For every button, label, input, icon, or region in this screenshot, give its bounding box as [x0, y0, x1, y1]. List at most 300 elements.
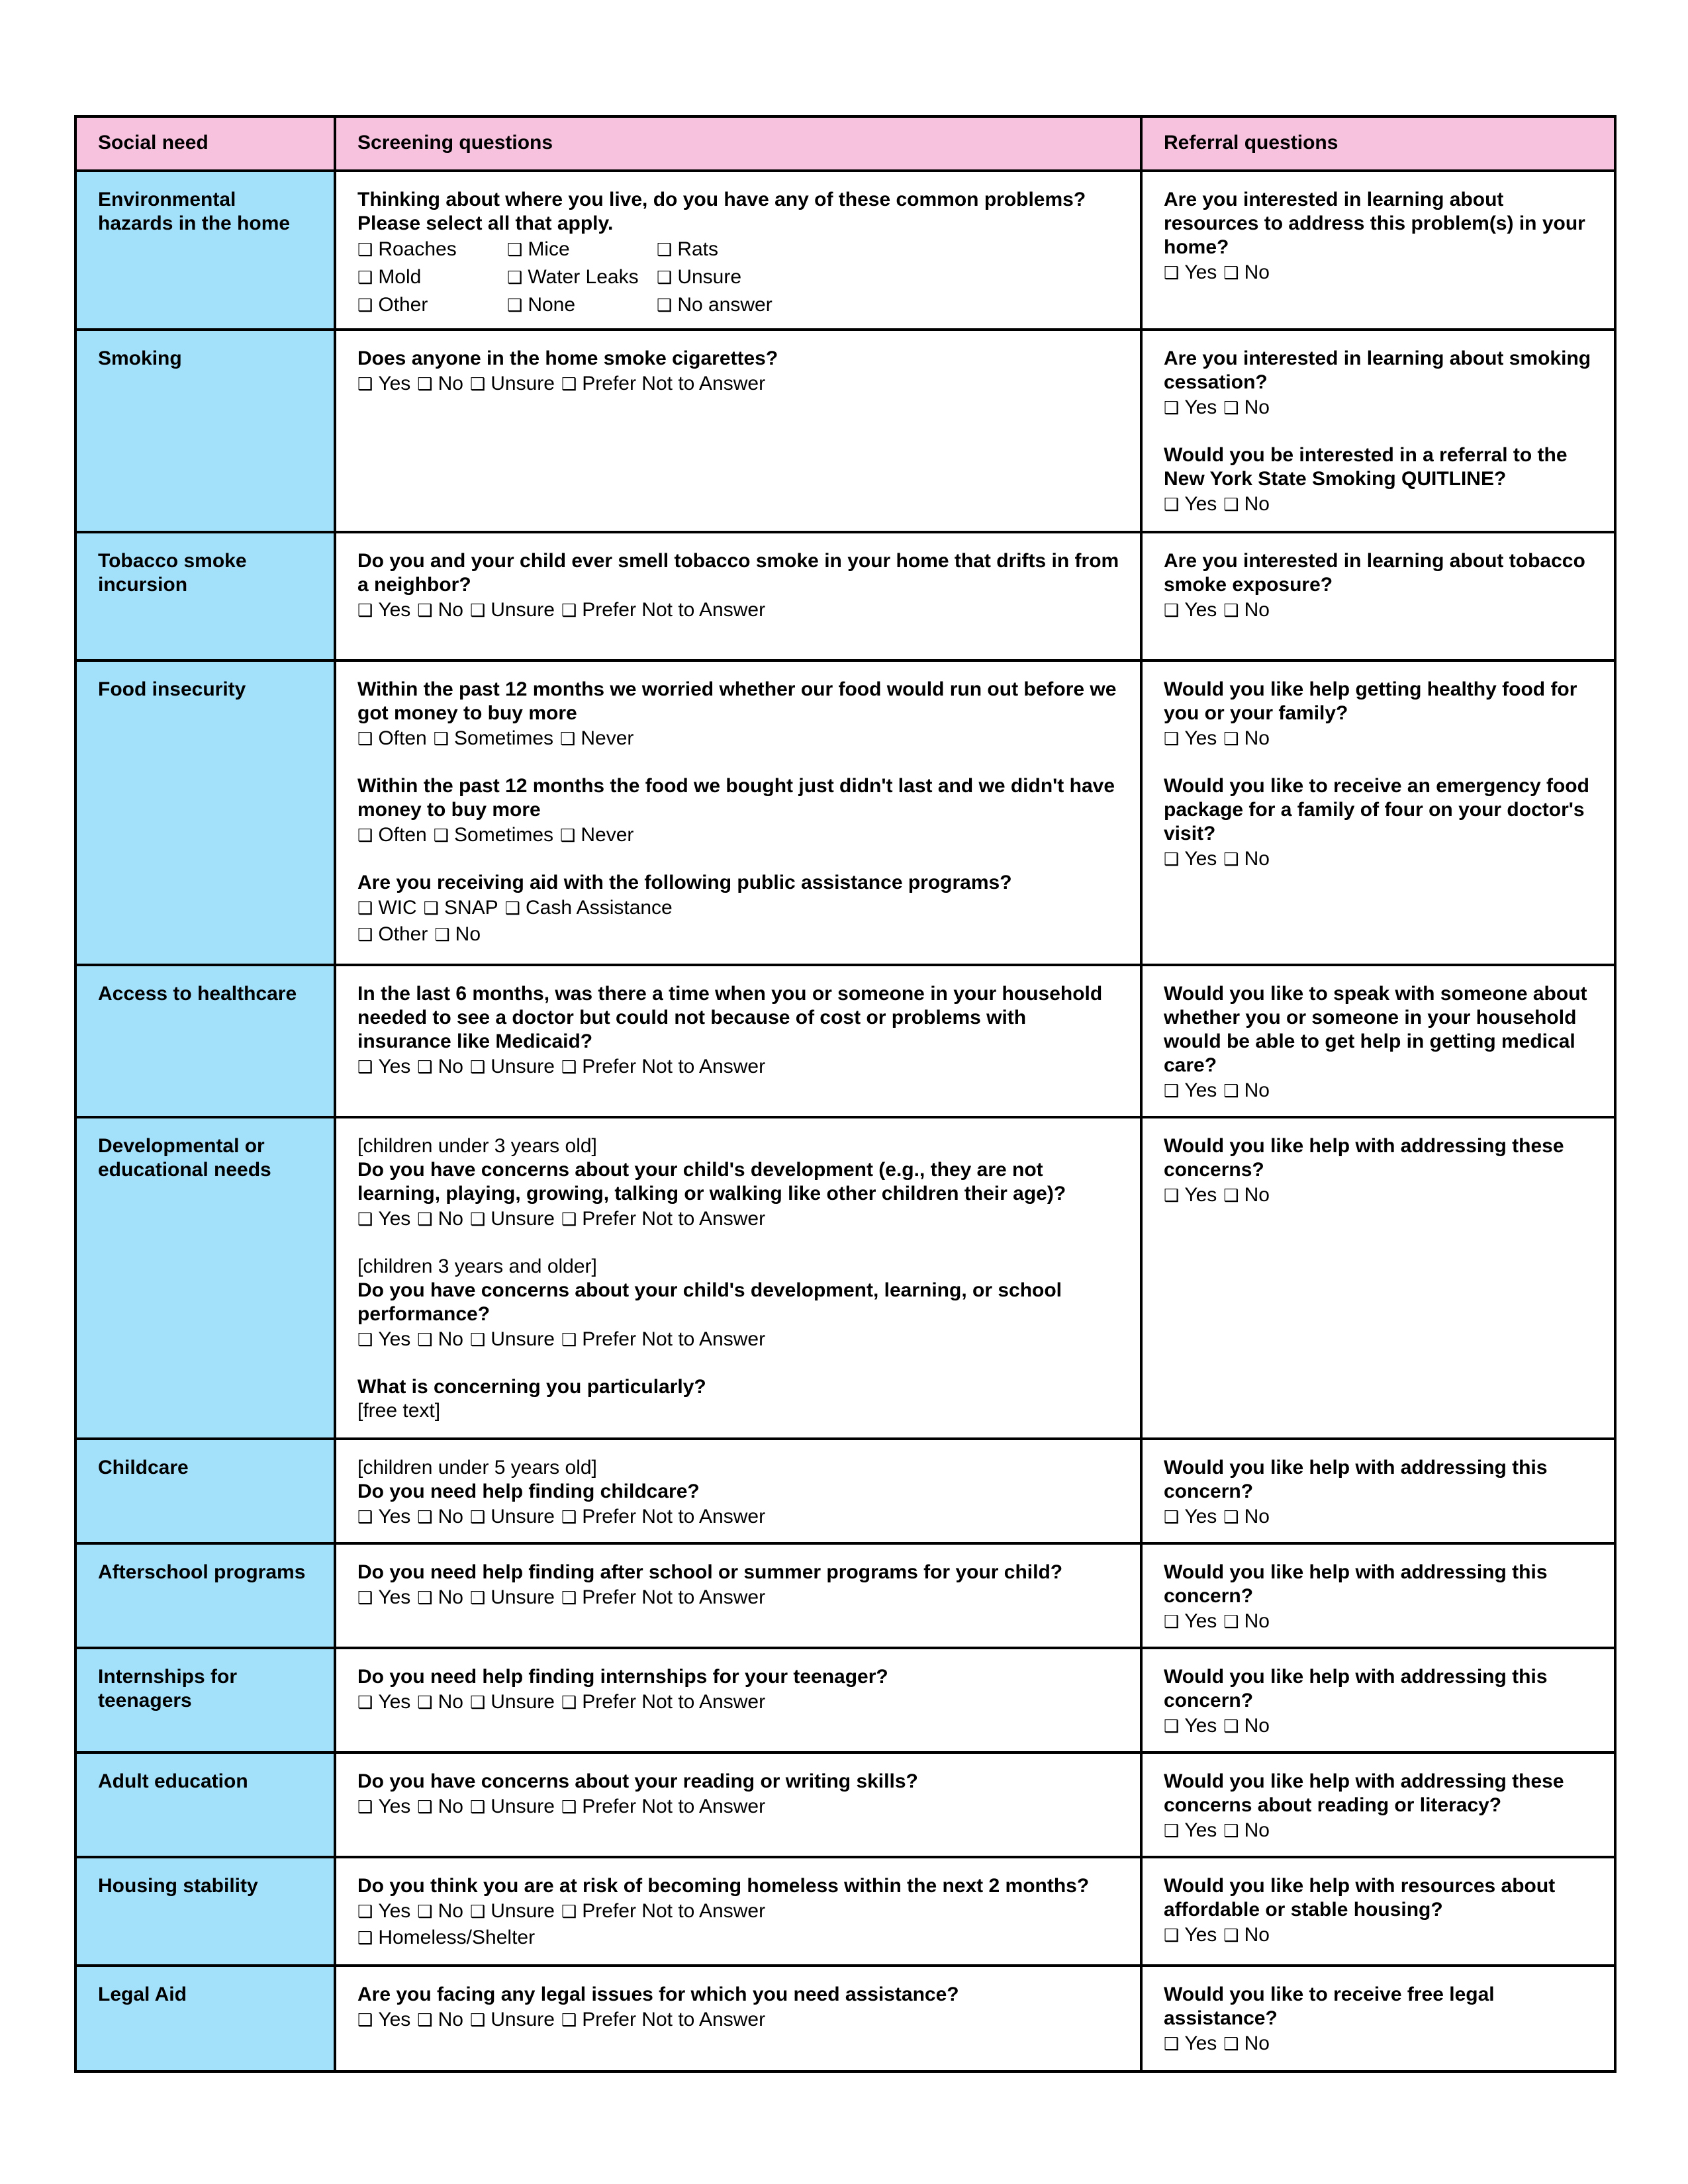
answer-option[interactable]	[1164, 1713, 1217, 1739]
answer-options	[357, 725, 1120, 752]
answer-option[interactable]	[1223, 1504, 1270, 1530]
checkbox-icon[interactable]: ❑	[469, 1588, 486, 1608]
question-text: Do you have concerns about your reading or writing skills?	[357, 1770, 918, 1792]
answer-options	[357, 1794, 1120, 1820]
answer-option[interactable]	[561, 597, 765, 623]
checkbox-icon[interactable]: ❑	[560, 729, 576, 749]
checkbox-icon[interactable]: ❑	[357, 295, 373, 315]
checkbox-icon[interactable]: ❑	[561, 1901, 577, 1921]
checkbox-icon[interactable]: ❑	[561, 2010, 577, 2030]
answer-option[interactable]	[357, 895, 417, 921]
checkbox-icon[interactable]: ❑	[357, 1209, 373, 1229]
checkbox-icon[interactable]: ❑	[357, 2010, 373, 2030]
option-label: No	[438, 1900, 463, 1922]
checkbox-icon[interactable]: ❑	[1164, 1716, 1180, 1736]
checkbox-icon[interactable]: ❑	[1223, 1081, 1239, 1101]
checkbox-icon[interactable]: ❑	[357, 1901, 373, 1921]
answer-option[interactable]	[357, 236, 500, 263]
social-need-cell: Food insecurity	[75, 660, 335, 965]
table-row	[75, 1543, 1615, 1648]
checkbox-icon[interactable]: ❑	[1223, 1716, 1239, 1736]
answer-option[interactable]	[470, 2007, 555, 2033]
spacer	[1164, 421, 1594, 443]
answer-option[interactable]	[357, 291, 500, 319]
answer-option[interactable]	[1223, 1077, 1270, 1104]
checkbox-icon[interactable]: ❑	[433, 825, 449, 845]
referral-cell	[1141, 1648, 1615, 1752]
option-label: Prefer Not to Answer	[582, 1586, 766, 1608]
answer-option[interactable]	[470, 1794, 555, 1820]
checkbox-icon[interactable]: ❑	[1223, 1925, 1239, 1945]
checkbox-icon[interactable]: ❑	[469, 1209, 486, 1229]
checkbox-icon[interactable]: ❑	[561, 600, 577, 620]
question-text: Would you be interested in a referral to the New York State Smoking QUITLINE?	[1164, 444, 1568, 490]
age-note: [children 3 years and older]	[357, 1255, 597, 1277]
option-label: Yes	[378, 1328, 411, 1350]
question-text: Are you facing any legal issues for which you need assistance?	[357, 1983, 959, 2005]
answer-option[interactable]	[1164, 1922, 1217, 1948]
option-label: Yes	[1184, 599, 1217, 621]
checkbox-icon[interactable]: ❑	[1223, 1612, 1239, 1631]
checkbox-icon[interactable]: ❑	[1223, 1185, 1239, 1205]
answer-option[interactable]	[357, 597, 410, 623]
answer-options	[1164, 394, 1594, 421]
answer-option[interactable]	[417, 1326, 463, 1353]
option-label: Cash Assistance	[525, 897, 673, 919]
answer-option[interactable]	[1223, 725, 1270, 752]
answer-options	[1164, 1504, 1594, 1530]
option-label: Sometimes	[454, 727, 554, 749]
answer-option[interactable]	[470, 1898, 555, 1925]
answer-option[interactable]	[561, 371, 765, 397]
answer-option[interactable]	[357, 921, 428, 948]
checkbox-icon[interactable]: ❑	[469, 1797, 486, 1817]
referral-cell	[1141, 532, 1615, 660]
question-text: Would you like help with addressing this concern?	[1164, 1561, 1548, 1607]
table-row	[75, 1752, 1615, 1857]
checkbox-icon[interactable]: ❑	[417, 1797, 433, 1817]
answer-option[interactable]	[417, 1206, 463, 1232]
answer-option[interactable]	[561, 1326, 765, 1353]
answer-option[interactable]	[1223, 2030, 1270, 2057]
option-label: No	[1244, 261, 1270, 283]
answer-option[interactable]	[417, 2007, 463, 2033]
answer-option[interactable]	[470, 1326, 555, 1353]
option-label: Yes	[1184, 261, 1217, 283]
checkbox-icon[interactable]: ❑	[357, 898, 373, 918]
header-row	[75, 116, 1615, 171]
checkbox-icon[interactable]: ❑	[357, 1692, 373, 1712]
question-text: Would you like help with addressing this concern?	[1164, 1457, 1548, 1502]
checkbox-icon[interactable]: ❑	[1164, 849, 1180, 869]
answer-options	[357, 597, 1120, 623]
answer-option[interactable]	[357, 1054, 410, 1080]
answer-option[interactable]	[507, 236, 650, 263]
answer-option[interactable]	[417, 371, 463, 397]
answer-options	[1164, 846, 1594, 872]
option-label: Yes	[1184, 848, 1217, 870]
checkbox-icon[interactable]: ❑	[1164, 2034, 1180, 2054]
answer-option[interactable]	[424, 895, 498, 921]
answer-options	[357, 1206, 1120, 1232]
checkbox-icon[interactable]: ❑	[1164, 729, 1180, 749]
checkbox-icon[interactable]: ❑	[1164, 398, 1180, 418]
social-need-cell: Smoking	[75, 330, 335, 532]
checkbox-icon[interactable]: ❑	[417, 374, 433, 394]
checkbox-icon[interactable]: ❑	[357, 1507, 373, 1527]
answer-option[interactable]	[1223, 259, 1270, 286]
checkbox-icon[interactable]: ❑	[417, 1507, 433, 1527]
screening-cell	[335, 532, 1141, 660]
answer-option[interactable]	[357, 1584, 410, 1611]
table-row	[75, 965, 1615, 1117]
checkbox-icon[interactable]: ❑	[357, 1330, 373, 1349]
answer-option[interactable]	[1164, 597, 1217, 623]
answer-options	[1164, 1817, 1594, 1844]
answer-option[interactable]	[1164, 2030, 1217, 2057]
checkbox-icon[interactable]: ❑	[1223, 494, 1239, 514]
option-label: No	[1244, 493, 1270, 515]
option-label: Unsure	[491, 1208, 555, 1230]
answer-option[interactable]	[657, 263, 782, 291]
answer-option[interactable]	[1164, 1608, 1217, 1635]
answer-option[interactable]	[434, 725, 553, 752]
checkbox-icon[interactable]: ❑	[561, 1057, 577, 1077]
checkbox-icon[interactable]: ❑	[1164, 494, 1180, 514]
checkbox-icon[interactable]: ❑	[657, 240, 673, 259]
age-note: [children under 3 years old]	[357, 1135, 597, 1157]
checkbox-icon[interactable]: ❑	[433, 729, 449, 749]
option-label: Unsure	[491, 2009, 555, 2030]
option-label: Yes	[378, 1900, 411, 1922]
option-label: SNAP	[444, 897, 498, 919]
option-label: Yes	[1184, 1079, 1217, 1101]
answer-option[interactable]	[657, 236, 782, 263]
answer-option[interactable]	[1223, 1608, 1270, 1635]
answer-option[interactable]	[1223, 1182, 1270, 1208]
answer-option[interactable]	[561, 2007, 765, 2033]
screening-cell	[335, 1857, 1141, 1966]
header-social-need: Social need	[75, 116, 335, 171]
referral-cell	[1141, 1857, 1615, 1966]
checkbox-icon[interactable]: ❑	[1223, 2034, 1239, 2054]
option-label: Yes	[1184, 1819, 1217, 1841]
answer-option[interactable]	[1223, 846, 1270, 872]
answer-option[interactable]	[357, 1206, 410, 1232]
checkbox-icon[interactable]: ❑	[357, 925, 373, 944]
checkbox-icon[interactable]: ❑	[417, 1901, 433, 1921]
answer-option[interactable]	[561, 1504, 765, 1530]
option-label: Yes	[378, 1586, 411, 1608]
question-text: Does anyone in the home smoke cigarettes?	[357, 347, 778, 369]
referral-cell	[1141, 1117, 1615, 1439]
option-label: Yes	[1184, 396, 1217, 418]
checkbox-icon[interactable]: ❑	[469, 1057, 486, 1077]
question-text: In the last 6 months, was there a time when you or someone in your household needed to see a doctor but could not because of cost or problems with insurance like Medicaid?	[357, 983, 1103, 1052]
answer-option[interactable]	[470, 1504, 555, 1530]
answer-option[interactable]	[357, 725, 427, 752]
checkbox-icon[interactable]: ❑	[434, 925, 450, 944]
option-label: Other	[378, 294, 428, 316]
checkbox-icon[interactable]: ❑	[561, 1507, 577, 1527]
checkbox-icon[interactable]: ❑	[357, 374, 373, 394]
checkbox-icon[interactable]: ❑	[1223, 263, 1239, 283]
answer-option[interactable]	[470, 1689, 555, 1715]
referral-cell	[1141, 1752, 1615, 1857]
question-text: Would you like help getting healthy food for you or your family?	[1164, 678, 1577, 724]
answer-option[interactable]	[1164, 1182, 1217, 1208]
checkbox-icon[interactable]: ❑	[357, 240, 373, 259]
answer-options	[1164, 1608, 1594, 1635]
answer-option[interactable]	[1164, 491, 1217, 518]
answer-option[interactable]	[561, 1898, 765, 1925]
referral-cell	[1141, 660, 1615, 965]
option-label: No	[438, 1208, 463, 1230]
answer-option[interactable]	[1164, 1077, 1217, 1104]
answer-option[interactable]	[561, 1584, 765, 1611]
option-label: Unsure	[491, 373, 555, 394]
answer-option[interactable]	[417, 1689, 463, 1715]
answer-option[interactable]	[357, 1504, 410, 1530]
checkbox-icon[interactable]: ❑	[417, 2010, 433, 2030]
option-label: Unsure	[491, 1586, 555, 1608]
answer-option[interactable]	[1223, 394, 1270, 421]
screening-cell	[335, 1439, 1141, 1543]
answer-option[interactable]	[1164, 259, 1217, 286]
checkbox-icon[interactable]: ❑	[657, 295, 673, 315]
option-label: Unsure	[677, 266, 742, 288]
checkbox-icon[interactable]: ❑	[1223, 1507, 1239, 1527]
checkbox-icon[interactable]: ❑	[1223, 729, 1239, 749]
table-row	[75, 330, 1615, 532]
checkbox-icon[interactable]: ❑	[469, 1330, 486, 1349]
answer-option[interactable]	[417, 597, 463, 623]
option-label: Prefer Not to Answer	[582, 1056, 766, 1077]
answer-option[interactable]	[1164, 394, 1217, 421]
option-label: No	[1244, 1506, 1270, 1527]
option-label: Roaches	[378, 238, 457, 260]
checkbox-icon[interactable]: ❑	[504, 898, 520, 918]
checkbox-icon[interactable]: ❑	[1223, 600, 1239, 620]
checkbox-icon[interactable]: ❑	[1164, 1821, 1180, 1841]
checkbox-icon[interactable]: ❑	[561, 1330, 577, 1349]
option-label: Prefer Not to Answer	[582, 1208, 766, 1230]
checkbox-icon[interactable]: ❑	[507, 240, 523, 259]
answer-option[interactable]	[560, 822, 633, 848]
answer-option[interactable]	[1164, 1817, 1217, 1844]
answer-option[interactable]	[434, 822, 553, 848]
option-label: No	[1244, 1715, 1270, 1737]
answer-option[interactable]	[417, 1898, 463, 1925]
spacer	[357, 848, 1120, 871]
answer-option[interactable]	[357, 371, 410, 397]
option-label: No	[1244, 1924, 1270, 1946]
checkbox-icon[interactable]: ❑	[507, 295, 523, 315]
free-text-field[interactable]: [free text]	[357, 1400, 441, 1422]
checkbox-icon[interactable]: ❑	[1164, 1081, 1180, 1101]
checkbox-icon[interactable]: ❑	[417, 1330, 433, 1349]
question-text: Are you receiving aid with the following public assistance programs?	[357, 872, 1012, 893]
answer-option[interactable]	[434, 921, 481, 948]
checkbox-icon[interactable]: ❑	[469, 600, 486, 620]
checkbox-icon[interactable]: ❑	[561, 1209, 577, 1229]
answer-options	[357, 1504, 1120, 1530]
table-row	[75, 1648, 1615, 1752]
question-text: Do you have concerns about your child's development, learning, or school performance?	[357, 1279, 1062, 1325]
checkbox-icon[interactable]: ❑	[357, 1928, 373, 1948]
checkbox-icon[interactable]: ❑	[561, 374, 577, 394]
option-label: Yes	[1184, 2032, 1217, 2054]
checkbox-icon[interactable]: ❑	[417, 1588, 433, 1608]
question-text: Do you and your child ever smell tobacco smoke in your home that drifts in from a neighbor?	[357, 550, 1119, 596]
answer-option[interactable]	[507, 291, 650, 319]
spacer	[357, 752, 1120, 774]
checkbox-icon[interactable]: ❑	[417, 1692, 433, 1712]
answer-option[interactable]	[1223, 597, 1270, 623]
age-note: [children under 5 years old]	[357, 1457, 597, 1479]
checkbox-icon[interactable]: ❑	[560, 825, 576, 845]
answer-option[interactable]	[470, 597, 555, 623]
checkbox-icon[interactable]: ❑	[469, 374, 486, 394]
checkbox-icon[interactable]: ❑	[417, 600, 433, 620]
checkbox-icon[interactable]: ❑	[357, 267, 373, 287]
checkbox-icon[interactable]: ❑	[357, 600, 373, 620]
checkbox-icon[interactable]: ❑	[423, 898, 439, 918]
answer-options	[1164, 1077, 1594, 1104]
checkbox-icon[interactable]: ❑	[507, 267, 523, 287]
answer-option[interactable]	[470, 371, 555, 397]
checkbox-icon[interactable]: ❑	[1223, 398, 1239, 418]
table-row	[75, 1966, 1615, 2071]
table-row	[75, 532, 1615, 660]
question-text: Would you like help with addressing this concern?	[1164, 1666, 1548, 1711]
answer-option[interactable]	[417, 1054, 463, 1080]
question-text: Would you like help with resources about affordable or stable housing?	[1164, 1875, 1556, 1921]
checkbox-icon[interactable]: ❑	[1164, 600, 1180, 620]
answer-option[interactable]	[657, 291, 782, 319]
social-need-cell: Access to healthcare	[75, 965, 335, 1117]
answer-option[interactable]	[417, 1584, 463, 1611]
answer-options	[357, 895, 1120, 921]
option-label: Never	[581, 824, 634, 846]
answer-option[interactable]	[560, 725, 633, 752]
answer-option[interactable]	[357, 263, 500, 291]
checkbox-icon[interactable]: ❑	[561, 1797, 577, 1817]
checkbox-icon[interactable]: ❑	[1164, 1507, 1180, 1527]
social-need-cell: Tobacco smoke incursion	[75, 532, 335, 660]
answer-option[interactable]	[470, 1584, 555, 1611]
answer-option[interactable]	[1164, 725, 1217, 752]
answer-option[interactable]	[561, 1689, 765, 1715]
checkbox-icon[interactable]: ❑	[1223, 1821, 1239, 1841]
checkbox-icon[interactable]: ❑	[1164, 1185, 1180, 1205]
social-need-cell: Adult education	[75, 1752, 335, 1857]
option-label: Yes	[1184, 493, 1217, 515]
checkbox-icon[interactable]: ❑	[1164, 1612, 1180, 1631]
checkbox-icon[interactable]: ❑	[417, 1057, 433, 1077]
option-label: No	[438, 599, 463, 621]
answer-option[interactable]	[417, 1504, 463, 1530]
option-label: Yes	[378, 1056, 411, 1077]
question-text: What is concerning you particularly?	[357, 1376, 706, 1398]
option-label: Yes	[1184, 1924, 1217, 1946]
checkbox-icon[interactable]: ❑	[357, 825, 373, 845]
option-label: No	[1244, 1610, 1270, 1632]
referral-cell	[1141, 965, 1615, 1117]
answer-option[interactable]	[561, 1794, 765, 1820]
checkbox-icon[interactable]: ❑	[357, 1588, 373, 1608]
answer-option[interactable]	[507, 263, 650, 291]
answer-option[interactable]	[357, 822, 427, 848]
answer-option[interactable]	[561, 1206, 765, 1232]
answer-option[interactable]	[357, 2007, 410, 2033]
checkbox-icon[interactable]: ❑	[417, 1209, 433, 1229]
answer-option[interactable]	[357, 1794, 410, 1820]
option-label: Mice	[528, 238, 570, 260]
social-need-cell: Housing stability	[75, 1857, 335, 1966]
answer-option[interactable]	[357, 1689, 410, 1715]
checkbox-icon[interactable]: ❑	[357, 1057, 373, 1077]
answer-option[interactable]	[1223, 1922, 1270, 1948]
answer-option[interactable]	[505, 895, 673, 921]
answer-option[interactable]	[1223, 1713, 1270, 1739]
checkbox-icon[interactable]: ❑	[1164, 1925, 1180, 1945]
answer-options	[357, 1925, 1120, 1951]
answer-option[interactable]	[1164, 1504, 1217, 1530]
answer-option[interactable]	[561, 1054, 765, 1080]
option-label: Yes	[378, 1796, 411, 1817]
header-referral-questions: Referral questions	[1141, 116, 1615, 171]
checkbox-icon[interactable]: ❑	[561, 1588, 577, 1608]
answer-option[interactable]	[470, 1206, 555, 1232]
table-row	[75, 1439, 1615, 1543]
question-text: Do you have concerns about your child's development (e.g., they are not learning, playing, growing, talking or walking like other children their age)?	[357, 1159, 1066, 1205]
checkbox-icon[interactable]: ❑	[357, 729, 373, 749]
answer-option[interactable]	[1164, 846, 1217, 872]
option-label: Prefer Not to Answer	[582, 1328, 766, 1350]
option-label: Yes	[1184, 1610, 1217, 1632]
checkbox-icon[interactable]: ❑	[1164, 263, 1180, 283]
answer-options	[357, 822, 1120, 848]
checkbox-icon[interactable]: ❑	[469, 1507, 486, 1527]
social-need-cell: Childcare	[75, 1439, 335, 1543]
option-label: None	[528, 294, 576, 316]
checkbox-icon[interactable]: ❑	[469, 1901, 486, 1921]
answer-option[interactable]	[1223, 1817, 1270, 1844]
screening-cell	[335, 1648, 1141, 1752]
checkbox-icon[interactable]: ❑	[357, 1797, 373, 1817]
answer-options	[357, 1054, 1120, 1080]
checkbox-icon[interactable]: ❑	[657, 267, 673, 287]
question-text: Do you need help finding childcare?	[357, 1480, 700, 1502]
answer-option[interactable]	[1223, 491, 1270, 518]
checkbox-icon[interactable]: ❑	[561, 1692, 577, 1712]
option-label: No	[1244, 599, 1270, 621]
answer-option[interactable]	[470, 1054, 555, 1080]
checkbox-icon[interactable]: ❑	[469, 2010, 486, 2030]
answer-option[interactable]	[417, 1794, 463, 1820]
answer-option[interactable]	[357, 1326, 410, 1353]
answer-option[interactable]	[357, 1898, 410, 1925]
spacer	[1164, 752, 1594, 774]
answer-option[interactable]	[357, 1925, 535, 1951]
checkbox-icon[interactable]: ❑	[469, 1692, 486, 1712]
checkbox-icon[interactable]: ❑	[1223, 849, 1239, 869]
option-label: Yes	[1184, 727, 1217, 749]
option-label: Yes	[378, 373, 411, 394]
option-label: No answer	[677, 294, 773, 316]
option-label: No	[1244, 2032, 1270, 2054]
